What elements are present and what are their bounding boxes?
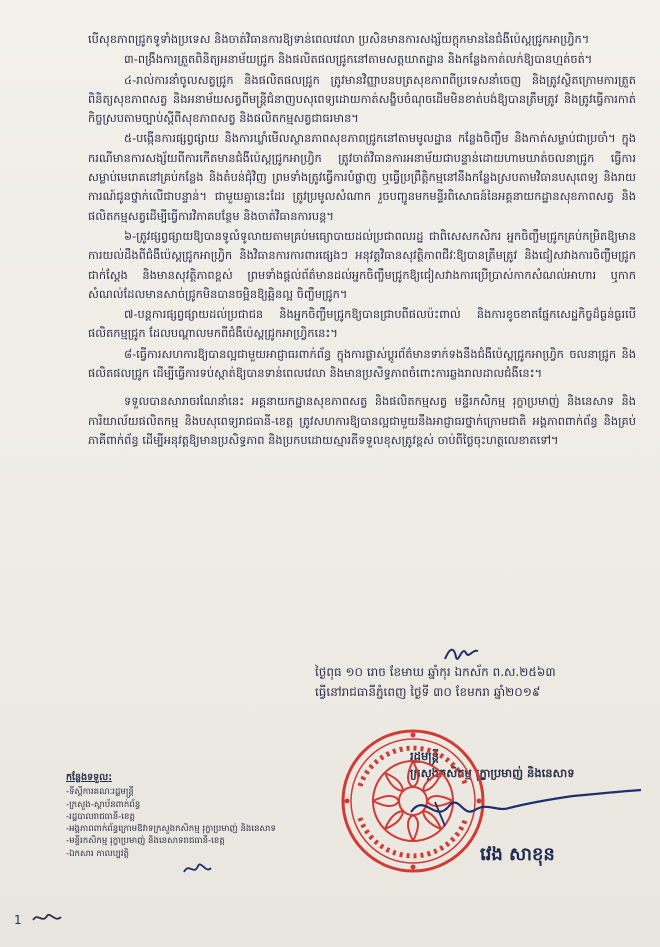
corner-initials-icon xyxy=(30,908,64,928)
paragraph-1: បើសុខភាពជ្រូកទូទាំងប្រទេស និងចាត់វិធានការឱ្យទាន់ពេលវេលា ប្រសិនមានការសង្ស័យក្តុកមាននៃជំងឺប៉េស្តជ្រូកអាហ្វ្រិក។ xyxy=(88,32,590,46)
minister-title: រដ្ឋមន្ត្រី xyxy=(410,749,439,763)
paragraph-item-5: ៥-បង្កើនការផ្សព្វផ្សាយ និងការឃ្លាំមើលស្ថានភាពសុខភាពជ្រូកនៅតាមមូលដ្ឋាន កន្លែងចិញ្ចឹម និងកាត់សម្លាប់ជាប្រចាំ។ ក្នុងករណីមានការសង្ស័យពីការកើតមានជំងឺប៉េស្តជ្រូកអាហ្វ្រិក ត្រូវចាត់វិធានការអនាម័យជាបន្ទាន់ដោយហាមឃាត់ចលនាជ្រូក ធ្វើការសម្លាប់មេរោគនៅគ្រប់កន្លែង និងតំបន់ជុំវិញ ព្រមទាំងត្រូវធ្វើការបំផ្លាញ ឬធ្វើប្រព្រឹត្តិកម្មនៅនឹងកន្លែងស្របតាមវិធានបសុពេទ្យ និងរាយការណ៍ជូនថ្នាក់លើជាបន្ទាន់។ ជាមួយគ្នានេះដែរ ត្រូវប្រមូលសំណាក រួចបញ្ជូនមកមន្ទីរពិសោធន៍នៃអគ្គនាយកដ្ឋានសុខភាពសត្វ និងផលិតកម្មសត្វដើម្បីធ្វើការវិភាគបន្ថែម និងចាត់វិធានការបន្ត។ xyxy=(88,131,636,223)
solar-date: ធ្វើនៅរាជធានីភ្នំពេញ ថ្ងៃទី ៣០ ខែមករា ឆ្នាំ២០១៩ xyxy=(315,685,541,699)
signer-name: វេង សាខុន xyxy=(480,844,555,865)
paragraph-item-3: ៣-ពង្រឹងការត្រួតពិនិត្យអនាម័យជ្រូក និងផលិតផលជ្រូកនៅតាមសត្តឃាតដ្ឋាន និងកន្លែងកាត់លក់ឱ្យបានហ្មត់ចត់។ xyxy=(124,52,593,67)
date-block xyxy=(315,662,645,702)
recipient-item: -ក្រសួង-ស្ថាប័នពាក់ព័ន្ធ xyxy=(66,799,141,810)
document-body xyxy=(88,30,636,451)
recipients-list xyxy=(66,772,356,860)
recipients-heading: កន្លែងទទួល: xyxy=(66,772,113,783)
paragraph-item-8: ៨-ធ្វើការសហការឱ្យបានល្អជាមួយអាជ្ញាធរពាក់ព័ន្ធ ក្នុងការផ្លាស់ប្តូរព័ត៌មានទាក់ទងនឹងជំងឺប៉េស្តជ្រូកអាហ្វ្រិក ចលនាជ្រូក និងផលិតផលជ្រូក ដើម្បីធ្វើការទប់ស្កាត់ឱ្យបានទាន់ពេលវេលា និងមានប្រសិទ្ធភាពចំពោះការឆ្លងរាលដាលជំងឺនេះ។ xyxy=(88,346,636,381)
ministry-name: ក្រសួងកសិកម្ម រុក្ខាប្រមាញ់ និងនេសាទ xyxy=(410,766,575,780)
initials-mark-icon xyxy=(180,858,214,880)
recipient-item: -ទីស្តីការគណៈរដ្ឋមន្ត្រី xyxy=(66,787,134,798)
minister-signature-icon xyxy=(405,782,645,842)
page-mark: 1 xyxy=(14,913,22,927)
recipient-item: -អង្គភាពពាក់ព័ន្ធក្រោមឱវាទក្រសួងកសិកម្ម រុក្ខាប្រមាញ់ និងនេសាទ xyxy=(66,824,276,835)
recipient-item: -មន្ទីរកសិកម្ម រុក្ខាប្រមាញ់ និងនេសាទរាជធានី-ខេត្ត xyxy=(66,836,225,847)
closing-paragraph: ទទួលបានសារាចរណែនាំនេះ អគ្គនាយកដ្ឋានសុខភាពសត្វ និងផលិតកម្មសត្វ មន្ទីរកសិកម្ម រុក្ខាប្រមាញ់ និងនេសាទ និងការិយាល័យផលិតកម្ម និងបសុពេទ្យរាជធានី-ខេត្ត ត្រូវសហការឱ្យបានល្អជាមួយនឹងអាជ្ញាធរថ្នាក់ក្រោមជាតិ អង្គភាពពាក់ព័ន្ធ និងគ្រប់ភាគីពាក់ព័ន្ធ ដើម្បីអនុវត្តឱ្យមានប្រសិទ្ធភាព និងប្រកបដោយស្មារតីទទួលខុសត្រូវខ្ពស់ ចាប់ពីថ្ងៃចុះហត្ថលេខាតទៅ។ xyxy=(88,394,636,447)
recipient-item: -ឯកសារ កាលប្បវត្តិ xyxy=(66,848,129,859)
lunar-date: ថ្ងៃពុធ ១០ រោច ខែមាឃ ឆ្នាំកុរ ឯកស័ក ព.ស.២៥៦៣ xyxy=(315,665,556,679)
recipient-item: -រដ្ឋបាលរាជធានី-ខេត្ត xyxy=(66,811,135,822)
paragraph-item-7: ៧-បន្តការផ្សព្វផ្សាយដល់ប្រជាជន និងអ្នកចិញ្ចឹមជ្រូកឱ្យបានជ្រាបពីផលប៉ះពាល់ និងការខូចខាតផ្នែកសេដ្ឋកិច្ចដ៏ធ្ងន់ធ្ងរបើផលិតកម្មជ្រូក ដែលបណ្តាលមកពីជំងឺប៉េស្តជ្រូកអាហ្វ្រិកនេះ។ xyxy=(88,307,636,341)
paragraph-item-4: ៤-រាល់ការនាំចូលសត្វជ្រូក និងផលិតផលជ្រូក ត្រូវមានវិញ្ញាបនបត្រសុខភាពពីប្រទេសនាំចេញ និងត្រូវស្ថិតក្រោមការត្រួតពិនិត្យសុខភាពសត្វ និងអនាម័យសត្វពីមន្ត្រីជំនាញបសុពេទ្យដោយកាត់សង្ខិបចំណុចដើមមិនខាត់បង់ឱ្យបានត្រឹមត្រូវ និងត្រូវធ្វើការកាត់កិច្ចស្របតាមច្បាប់ស្តីពីសុខភាពសត្វ និងផលិតកម្មសត្វជាធរមាន។ xyxy=(88,72,636,126)
paragraph-item-6: ៦-ត្រូវផ្សព្វផ្សាយឱ្យបានទូលំទូលាយតាមគ្រប់មធ្យោបាយដល់ប្រជាពលរដ្ឋ ជាពិសេសកសិករ អ្នកចិញ្ចឹមជ្រូកគ្រប់កម្រិតឱ្យមានការយល់ដឹងពីជំងឺប៉េស្តជ្រូកអាហ្វ្រិក និងវិធានការការពារផ្សេងៗ អនុវត្តវិធានសុវត្ថិភាពជីវៈឱ្យបានត្រឹមត្រូវ និងជៀសវាងការចិញ្ចឹមជ្រូកជាក់ស្តែង និងមានសុវត្ថិភាពខ្ពស់ ព្រមទាំងផ្តល់ព័ត៌មានដល់អ្នកចិញ្ចឹមជ្រូកឱ្យជៀសវាងការប្រើប្រាស់កាកសំណល់អាហារ ឬកាកសំណល់ដែលមានសាច់ជ្រូកមិនបានចម្អិនឱ្យឆ្អិនល្អ ចិញ្ចឹមជ្រូក។ xyxy=(88,228,636,301)
